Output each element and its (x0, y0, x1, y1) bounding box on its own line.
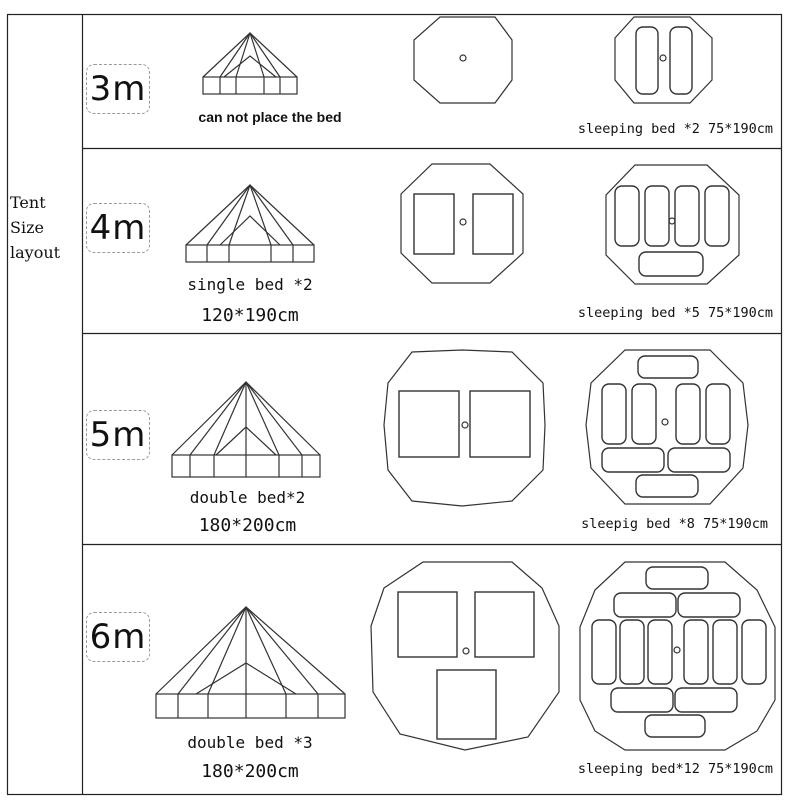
sleeping-bed (614, 593, 676, 617)
sleeping-bed (684, 620, 708, 684)
floor-plan-beds (365, 555, 565, 755)
size-label: 6m (86, 612, 150, 662)
sleeping-bed (592, 620, 616, 684)
bed-size-caption: 120*190cm (201, 305, 299, 326)
floor-plan-empty (408, 13, 520, 111)
sleeping-bed (639, 252, 703, 276)
sleeping-bed (645, 186, 669, 246)
sleeping-bed (611, 688, 673, 712)
side-label-line: Size (10, 218, 44, 237)
tent-drawing (180, 180, 320, 265)
double-bed (398, 592, 457, 657)
double-bed (470, 391, 530, 457)
sleeping-bed (705, 186, 729, 246)
bed-size-caption: 180*200cm (198, 515, 297, 536)
floor-plan-sleeping (580, 345, 750, 510)
floor-plan-sleeping (610, 13, 720, 111)
sleeping-bed (678, 593, 740, 617)
sleeping-bed (636, 475, 698, 497)
sleeping-bed (675, 688, 737, 712)
sleeping-bed (632, 384, 656, 444)
side-label-line: layout (10, 243, 61, 262)
sleeping-caption: sleeping bed *2 75*190cm (577, 121, 773, 137)
sleeping-caption: sleeping bed*12 75*190cm (577, 761, 773, 777)
sleeping-bed (675, 186, 699, 246)
sleeping-bed (620, 620, 644, 684)
sleeping-bed (615, 186, 639, 246)
bed-caption: can not place the bed (198, 109, 342, 125)
floor-plan-sleeping (575, 555, 780, 755)
floor-plan-beds (395, 160, 530, 285)
floor-plan-sleeping (600, 160, 750, 285)
double-bed (399, 391, 459, 457)
sleeping-bed (676, 384, 700, 444)
sleeping-bed (706, 384, 730, 444)
sleeping-bed (638, 356, 698, 378)
size-label: 3m (86, 64, 150, 114)
bed-size-caption: 180*200cm (201, 761, 299, 782)
bed-caption: single bed *2 (187, 275, 313, 294)
sleeping-bed (670, 27, 692, 94)
sleeping-bed (602, 384, 626, 444)
sleeping-bed (602, 448, 664, 472)
sleeping-bed (713, 620, 737, 684)
size-label: 4m (86, 203, 150, 253)
sleeping-caption: sleeping bed *5 75*190cm (577, 305, 773, 321)
bed-caption: double bed *3 (187, 733, 313, 752)
tent-drawing (195, 28, 315, 98)
sleeping-bed (668, 448, 730, 472)
bed-caption: double bed*2 (189, 488, 306, 507)
sleeping-bed (636, 27, 658, 94)
single-bed (414, 194, 454, 254)
sleeping-bed (645, 715, 705, 737)
single-bed (473, 194, 513, 254)
sleeping-bed (648, 620, 672, 684)
sleeping-bed (646, 567, 708, 589)
sleeping-bed (742, 620, 766, 684)
sleeping-caption: sleepig bed *8 75*190cm (581, 516, 768, 532)
double-bed (437, 670, 496, 739)
double-bed (475, 592, 534, 657)
tent-drawing (150, 600, 350, 725)
floor-plan-beds (380, 345, 550, 510)
side-label (10, 190, 80, 265)
size-label: 5m (86, 410, 150, 460)
side-label-line: Tent (10, 193, 46, 212)
tent-drawing (165, 375, 335, 480)
